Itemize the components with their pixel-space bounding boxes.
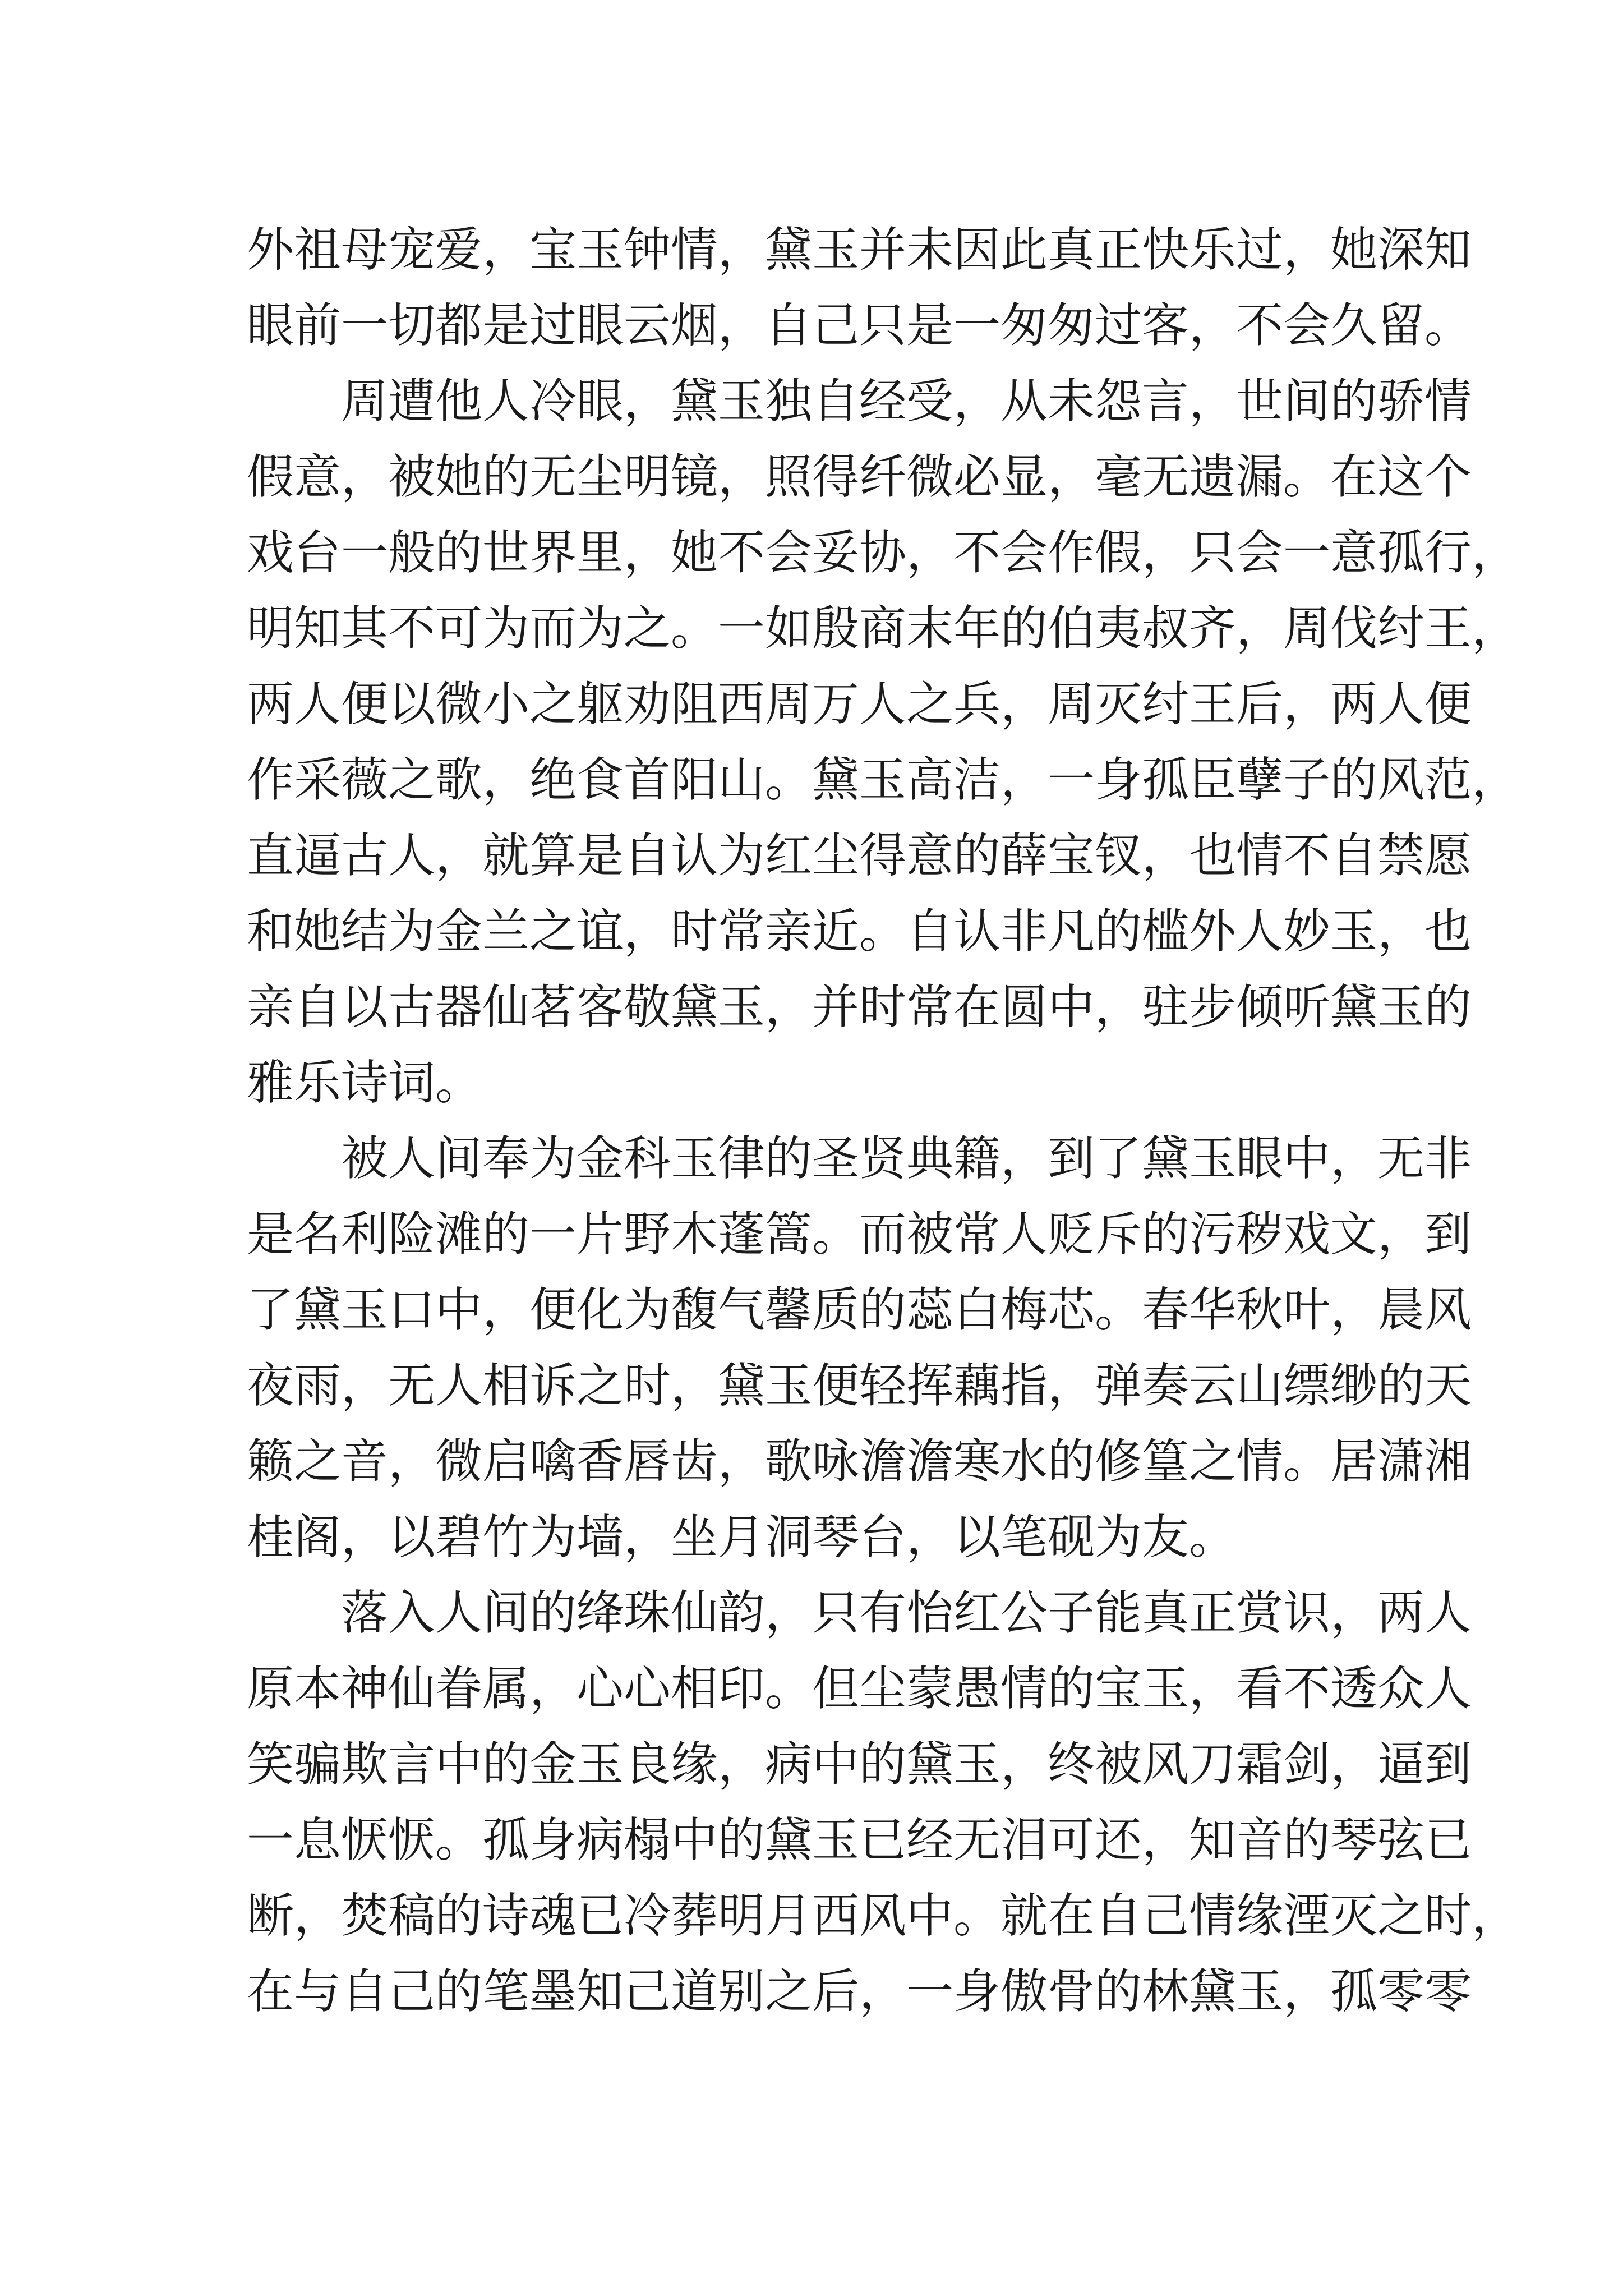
paragraph xyxy=(247,212,1472,364)
text-line: 作采薇之歌，绝食首阳山。黛玉高洁，一身孤臣孽子的风范， xyxy=(247,752,1519,807)
text-line: 亲自以古器仙茗客敬黛玉，并时常在圆中，驻步倾听黛玉的 xyxy=(247,979,1472,1034)
text-line: 籁之音，微启噙香唇齿，歌咏澹澹寒水的修篁之情。居潇湘 xyxy=(247,1434,1472,1489)
text-line: 在与自己的笔墨知己道别之后，一身傲骨的林黛玉，孤零零 xyxy=(247,1964,1472,2019)
text-line: 夜雨，无人相诉之时，黛玉便轻挥藕指，弹奏云山缥缈的天 xyxy=(247,1358,1472,1413)
text-line: 被人间奉为金科玉律的圣贤典籍，到了黛玉眼中，无非 xyxy=(341,1131,1472,1186)
text-line: 假意，被她的无尘明镜，照得纤微必显，毫无遗漏。在这个 xyxy=(247,449,1472,504)
text-line: 和她结为金兰之谊，时常亲近。自认非凡的槛外人妙玉，也 xyxy=(247,904,1472,959)
text-line: 是名利险滩的一片野木蓬篙。而被常人贬斥的污秽戏文，到 xyxy=(247,1207,1472,1262)
text-line: 戏台一般的世界里，她不会妥协，不会作假，只会一意孤行， xyxy=(247,525,1519,580)
text-line: 落入人间的绛珠仙韵，只有怡红公子能真正赏识，两人 xyxy=(341,1585,1472,1640)
text-line: 眼前一切都是过眼云烟，自己只是一匆匆过客，不会久留。 xyxy=(247,298,1472,353)
paragraph xyxy=(247,1575,1519,2030)
text-line: 桂阁，以碧竹为墙，坐月洞琴台，以笔砚为友。 xyxy=(247,1510,1237,1565)
paragraph xyxy=(247,1121,1472,1575)
text-line: 直逼古人，就算是自认为红尘得意的薛宝钗，也情不自禁愿 xyxy=(247,828,1472,883)
text-line: 了黛玉口中，便化为馥气馨质的蕊白梅芯。春华秋叶，晨风 xyxy=(247,1282,1472,1337)
text-line: 原本神仙眷属，心心相印。但尘蒙愚情的宝玉，看不透众人 xyxy=(247,1661,1472,1716)
body-text xyxy=(247,212,1519,2030)
paragraph xyxy=(247,364,1519,1121)
text-line: 雅乐诗词。 xyxy=(247,1055,483,1110)
text-line: 断，焚稿的诗魂已冷葬明月西风中。就在自己情缘湮灭之时， xyxy=(247,1888,1519,1943)
text-line: 周遭他人冷眼，黛玉独自经受，从未怨言，世间的骄情 xyxy=(341,374,1472,429)
text-line: 两人便以微小之躯劝阻西周万人之兵，周灭纣王后，两人便 xyxy=(247,677,1472,731)
text-line: 一息恹恹。孤身病榻中的黛玉已经无泪可还，知音的琴弦已 xyxy=(247,1812,1472,1867)
text-line: 明知其不可为而为之。一如殷商末年的伯夷叔齐，周伐纣王， xyxy=(247,601,1519,656)
text-line: 外祖母宠爱，宝玉钟情，黛玉并未因此真正快乐过，她深知 xyxy=(247,222,1472,277)
text-line: 笑骗欺言中的金玉良缘，病中的黛玉，终被风刀霜剑，逼到 xyxy=(247,1737,1472,1792)
